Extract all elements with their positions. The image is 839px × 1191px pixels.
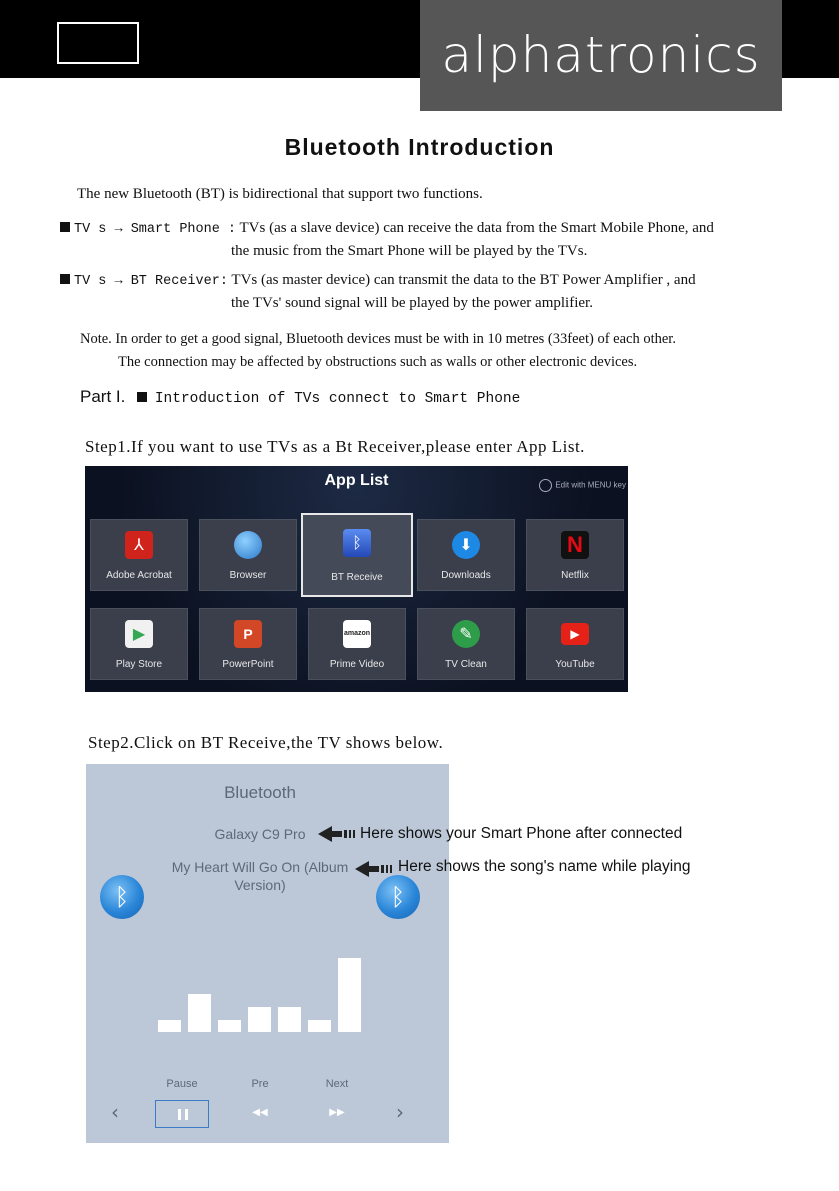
download-icon: ⬇ — [452, 531, 480, 559]
pre-label: Pre — [251, 1078, 269, 1090]
app-list-title: App List — [324, 472, 389, 489]
previous-icon[interactable]: ◀◀ — [252, 1107, 268, 1118]
app-list-screenshot — [85, 466, 628, 692]
app-label: YouTube — [555, 659, 595, 670]
bluetooth-screenshot — [86, 764, 449, 1143]
app-label: Adobe Acrobat — [106, 570, 172, 581]
app-tile-netflix[interactable] — [526, 519, 624, 591]
part-text: Introduction of TVs connect to Smart Phone — [154, 391, 521, 407]
pause-label: Pause — [166, 1078, 198, 1090]
next-icon[interactable]: ▶▶ — [329, 1107, 345, 1118]
app-label: BT Receive — [331, 572, 383, 583]
app-tile-browser[interactable] — [199, 519, 297, 591]
header-box — [57, 22, 139, 64]
bt-song-line-1: My Heart Will Go On (Album — [171, 859, 349, 875]
app-label: TV Clean — [445, 659, 487, 670]
page-title: Bluetooth Introduction — [284, 134, 555, 160]
function-2-line2: the TVs' sound signal will be played by the power amplifier. — [231, 295, 593, 311]
bluetooth-icon: ᛒ — [100, 875, 144, 919]
globe-icon — [234, 531, 262, 559]
annotation-song: Here shows the song's name while playing — [398, 858, 691, 875]
function-1 — [60, 220, 714, 237]
annotation-device: Here shows your Smart Phone after connected — [360, 825, 683, 842]
equalizer-bar — [308, 1020, 331, 1032]
app-list-hint — [539, 479, 626, 492]
function-2-line1: TVs (as master device) can transmit the data to the BT Power Amplifier , and — [231, 272, 696, 288]
app-tile-bt-receive[interactable] — [301, 513, 413, 597]
bullet-square-icon — [137, 392, 147, 402]
equalizer-bar — [218, 1020, 241, 1032]
function-2-label: TV s → BT Receiver: — [74, 274, 228, 289]
broom-icon: ✎ — [452, 620, 480, 648]
app-tile-adobe-acrobat[interactable] — [90, 519, 188, 591]
app-tile-youtube[interactable] — [526, 608, 624, 680]
part-heading — [80, 387, 520, 407]
app-label: Netflix — [561, 570, 589, 581]
function-1-line1: TVs (as a slave device) can receive the data from the Smart Mobile Phone, and — [239, 220, 714, 236]
amazon-icon: amazon — [343, 620, 371, 648]
next-label: Next — [325, 1078, 349, 1090]
part-label: Part I. — [80, 387, 126, 406]
bullet-square-icon — [60, 222, 70, 232]
bluetooth-icon: ᛒ — [376, 875, 420, 919]
app-tile-play-store[interactable] — [90, 608, 188, 680]
pause-icon-bar — [185, 1109, 188, 1120]
bt-device-name: Galaxy C9 Pro — [214, 826, 306, 842]
function-1-label: TV s → Smart Phone : — [74, 222, 237, 237]
step-1: Step1.If you want to use TVs as a Bt Receiver,please enter App List. — [85, 437, 585, 456]
app-label: Prime Video — [329, 659, 385, 670]
equalizer-bar — [158, 1020, 181, 1032]
function-2 — [60, 272, 696, 289]
app-tile-prime-video[interactable] — [308, 608, 406, 680]
app-tile-downloads[interactable] — [417, 519, 515, 591]
pause-button[interactable] — [155, 1100, 209, 1128]
note-line-2: The connection may be affected by obstructions such as walls or other electronic devices. — [118, 354, 638, 370]
youtube-icon: ▶ — [561, 623, 589, 645]
arrow-left-icon — [355, 859, 395, 879]
app-label: Downloads — [441, 570, 491, 581]
brand-logo: alphatronics — [420, 0, 782, 111]
app-list-hint-text: Edit with MENU key — [555, 480, 626, 490]
adobe-acrobat-icon: ⅄ — [125, 531, 153, 559]
step-2: Step2.Click on BT Receive,the TV shows below. — [88, 733, 444, 752]
netflix-icon: N — [561, 531, 589, 559]
app-tile-tv-clean[interactable] — [417, 608, 515, 680]
app-tile-powerpoint[interactable] — [199, 608, 297, 680]
equalizer-bar — [248, 1007, 271, 1032]
note-line-1: Note. In order to get a good signal, Bluetooth devices must be with in 10 metres (33feet) of each other. — [80, 331, 676, 347]
chevron-right-icon[interactable]: › — [396, 1100, 404, 1124]
menu-key-icon — [539, 479, 552, 492]
app-label: PowerPoint — [222, 659, 274, 670]
function-1-line2: the music from the Smart Phone will be played by the TVs. — [231, 243, 588, 259]
app-label: Browser — [229, 570, 267, 581]
equalizer-bar — [188, 994, 211, 1032]
intro-text: The new Bluetooth (BT) is bidirectional that support two functions. — [77, 186, 483, 202]
bt-song-line-2: Version) — [234, 877, 286, 893]
bullet-square-icon — [60, 274, 70, 284]
play-store-icon: ▶ — [125, 620, 153, 648]
powerpoint-icon: P — [234, 620, 262, 648]
bluetooth-icon: ᛒ — [343, 529, 371, 557]
app-label: Play Store — [115, 659, 163, 670]
pause-icon — [178, 1109, 181, 1120]
bt-screen-title: Bluetooth — [224, 783, 296, 802]
arrow-left-icon — [318, 824, 358, 844]
equalizer-bar — [338, 958, 361, 1032]
chevron-left-icon[interactable]: ‹ — [111, 1100, 119, 1124]
equalizer-bar — [278, 1007, 301, 1032]
